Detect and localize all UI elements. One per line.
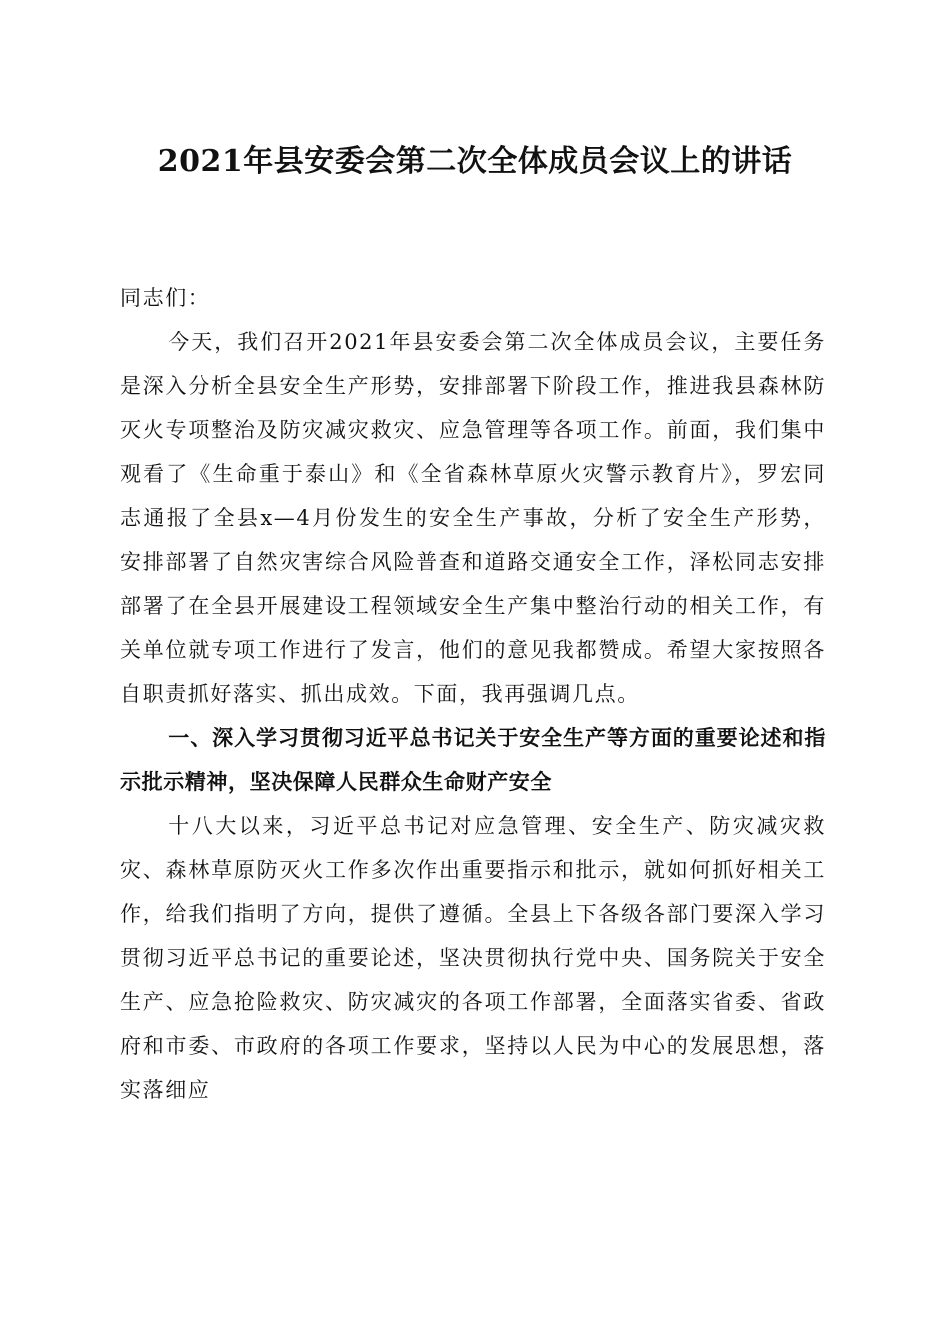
document-title: 2021年县安委会第二次全体成员会议上的讲话 xyxy=(157,144,793,179)
intro-paragraph: 今天，我们召开2021年县安委会第二次全体成员会议，主要任务是深入分析全县安全生产形势，安排部署下阶段工作，推进我县森林防灭火专项整治及防灾减灾救灾、应急管理等各项工作。前面，我们集中观看了《生命重于泰山》和《全省森林草原火灾警示教育片》，罗宏同志通报了全县x—4月份发生的安全生产事故，分析了安全生产形势，安排部署了自然灾害综合风险普查和道路交通安全工作，泽松同志安排部署了在全县开展建设工程领域安全生产集中整治行动的相关工作，有关单位就专项工作进行了发言，他们的意见我都赞成。希望大家按照各自职责抓好落实、抓出成效。下面，我再强调几点。 xyxy=(120,330,826,706)
document-body xyxy=(120,276,826,1112)
section-paragraph: 十八大以来，习近平总书记对应急管理、安全生产、防灾减灾救灾、森林草原防灭火工作多次作出重要指示和批示，就如何抓好相关工作，给我们指明了方向，提供了遵循。全县上下各级各部门要深入学习贯彻习近平总书记的重要论述，坚决贯彻执行党中央、国务院关于安全生产、应急抢险救灾、防灾减灾的各项工作部署，全面落实省委、省政府和市委、市政府的各项工作要求，坚持以人民为中心的发展思想，落实落细应 xyxy=(120,814,826,1102)
salutation: 同志们： xyxy=(120,286,211,310)
section-heading: 一、深入学习贯彻习近平总书记关于安全生产等方面的重要论述和指示批示精神，坚决保障人民群众生命财产安全 xyxy=(120,726,826,794)
